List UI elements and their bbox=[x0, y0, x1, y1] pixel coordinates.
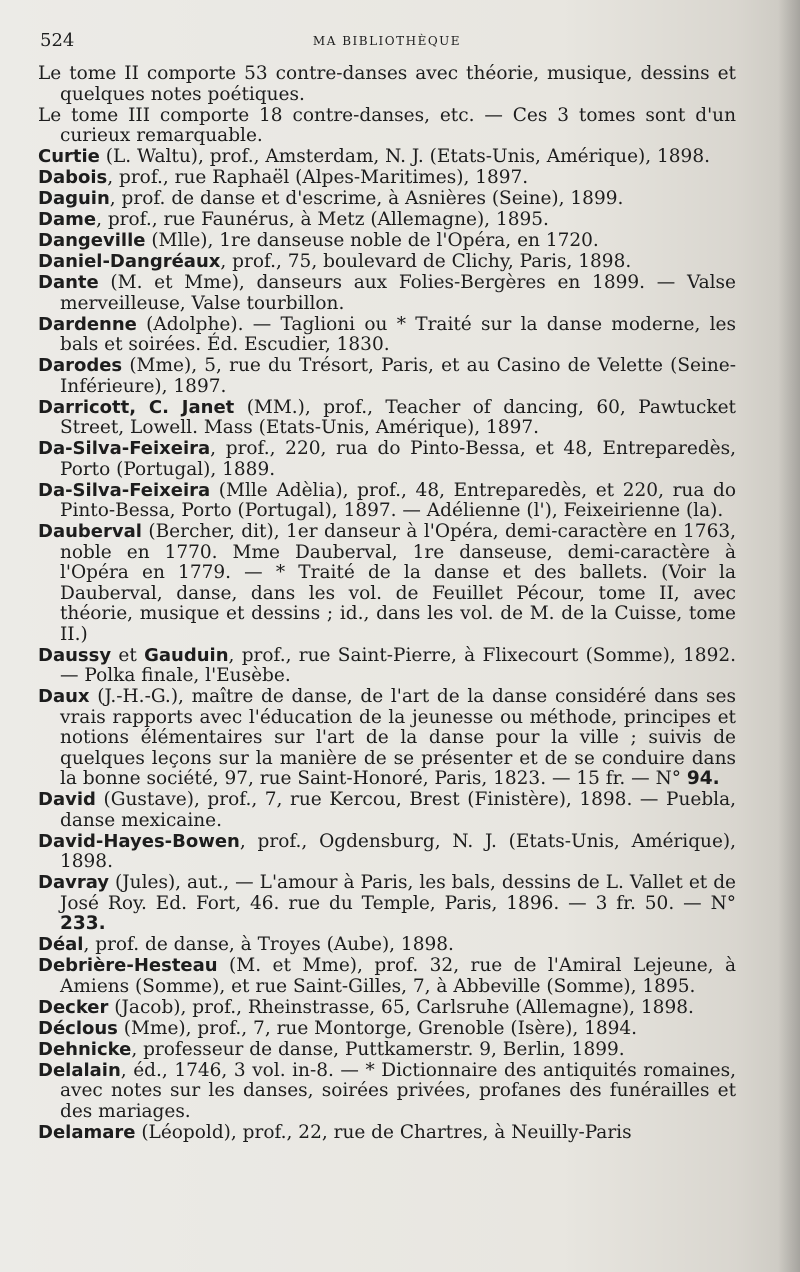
entry-text: , prof. de danse et d'escrime, à Asnières (Seine), 1899. bbox=[109, 188, 624, 209]
entry-connector: et bbox=[111, 644, 145, 666]
entry-text: (J.-H.-G.), maître de danse, de l'art de la danse considéré dans ses vrais rapports avec l'éducation de la jeunesse ou méthode, principes et notions élémentaires sur l'art de la danse pour la ville ; suivis de quelques leçons sur la manière de se présenter et de se conduire dans la bonne société, 97, rue Saint-Honoré, Paris, 1823. — 15 fr. — bbox=[60, 686, 736, 789]
page-header bbox=[38, 30, 736, 56]
entry-number: 94. bbox=[686, 768, 720, 789]
entry bbox=[38, 522, 736, 645]
entry bbox=[38, 252, 736, 273]
entry-headword: Dame bbox=[38, 209, 97, 230]
entry-number: 233. bbox=[60, 913, 106, 934]
page-number: 524 bbox=[40, 30, 75, 51]
entry-headword: Da-Silva-Feixeira bbox=[38, 479, 211, 501]
entry-headword: Darricott, C. Janet bbox=[38, 396, 235, 418]
entry-headword: Daussy bbox=[38, 644, 112, 666]
entry-text: , prof., Ogdensburg, N. J. (Etats-Unis, Amérique), 1898. bbox=[60, 830, 736, 872]
entry-headword: Delamare bbox=[38, 1121, 136, 1143]
entry bbox=[38, 1040, 736, 1061]
entry-number-prefix: N° bbox=[710, 892, 736, 914]
entry-text: , prof. de danse, à Troyes (Aube), 1898. bbox=[83, 934, 454, 955]
entry-text: (Jules), aut., — L'amour à Paris, les bals, dessins de L. Vallet et de José Roy. Ed. Fort, 46. rue du Temple, Paris, 1896. — 3 fr. 50. — bbox=[60, 872, 736, 914]
entry bbox=[38, 356, 736, 397]
entry-headword: Delalain bbox=[38, 1059, 121, 1081]
entry-headword: Curtie bbox=[38, 146, 100, 167]
entry-headword: Davray bbox=[38, 872, 110, 893]
page-spine-shadow bbox=[778, 0, 800, 1272]
entry bbox=[38, 935, 736, 956]
entry-text: (Jacob), prof., Rheinstrasse, 65, Carlsruhe (Allemagne), 1898. bbox=[108, 996, 694, 1018]
entry-headword: Gauduin bbox=[144, 644, 229, 666]
entry-text: (Gustave), prof., 7, rue Kercou, Brest (Finistère), 1898. — Puebla, danse mexicaine. bbox=[60, 789, 736, 831]
entry-number-prefix: N° bbox=[655, 768, 687, 789]
entry-headword: Déclous bbox=[38, 1017, 118, 1039]
entry bbox=[38, 189, 736, 210]
entry-headword: Da-Silva-Feixeira bbox=[38, 438, 211, 459]
entry-text: , éd., 1746, 3 vol. in-8. — * Dictionnaire des antiquités romaines, avec notes sur les danses, soirées privées, profanes des funérailles et des mariages. bbox=[60, 1059, 736, 1122]
entry-headword: David-Hayes-Bowen bbox=[38, 830, 240, 852]
entry-text: Le tome II comporte 53 contre-danses avec théorie, musique, dessins et quelques notes poétiques. bbox=[38, 63, 736, 105]
entry bbox=[38, 646, 736, 687]
entry bbox=[38, 398, 736, 439]
entry-text: (L. Waltu), prof., Amsterdam, N. J. (Etats-Unis, Amérique), 1898. bbox=[99, 146, 710, 167]
entry-headword: David bbox=[38, 789, 96, 810]
entry-text: (M. et Mme), danseurs aux Folies-Bergères en 1899. — Valse merveilleuse, Valse tourbillon. bbox=[60, 272, 736, 314]
entry-text: (Mlle Adèlia), prof., 48, Entreparedès, et 220, rua do Pinto-Bessa, Porto (Portugal), 1897. — Adélienne (l'), Feixeirienne (la). bbox=[60, 479, 736, 521]
entry bbox=[38, 273, 736, 314]
entry-text: (MM.), prof., Teacher of dancing, 60, Pawtucket Street, Lowell. Mass (Etats-Unis, Amérique), 1897. bbox=[60, 396, 736, 438]
entry bbox=[38, 210, 736, 231]
entry-headword: Debrière-Hesteau bbox=[38, 955, 218, 976]
entry bbox=[38, 315, 736, 356]
entry bbox=[38, 481, 736, 522]
entry bbox=[38, 998, 736, 1019]
entry-headword: Dante bbox=[38, 272, 99, 293]
entry-text: (Mme), 5, rue du Trésort, Paris, et au Casino de Velette (Seine-Inférieure), 1897. bbox=[60, 355, 736, 397]
entry bbox=[38, 64, 736, 105]
entry-headword: Decker bbox=[38, 996, 109, 1018]
entry bbox=[38, 106, 736, 147]
entry-headword: Dabois bbox=[38, 167, 108, 188]
entry bbox=[38, 147, 736, 168]
entry bbox=[38, 231, 736, 252]
entry-text: , prof., rue Faunérus, à Metz (Allemagne), 1895. bbox=[96, 209, 549, 230]
entry-text: (M. et Mme), prof. 32, rue de l'Amiral Lejeune, à Amiens (Somme), et rue Saint-Gilles, 7, à Abbeville (Somme), 1895. bbox=[60, 955, 736, 997]
entry-text: (Bercher, dit), 1er danseur à l'Opéra, demi-caractère en 1763, noble en 1770. Mme Dauberval, 1re danseuse, demi-caractère à l'Opéra en 1779. — * Traité de la danse et des ballets. (Voir la Dauberval, danse, dans les vol. de Feuillet Pécour, tome II, avec théorie, musique et dessins ; id., dans les vol. de M. de la Cuisse, tome II.) bbox=[60, 521, 736, 645]
entry bbox=[38, 439, 736, 480]
entry bbox=[38, 687, 736, 790]
entry bbox=[38, 1061, 736, 1123]
entry-text: (Mlle), 1re danseuse noble de l'Opéra, en 1720. bbox=[145, 230, 599, 251]
entry-text: Le tome III comporte 18 contre-danses, etc. — Ces 3 tomes sont d'un curieux remarquable. bbox=[38, 104, 736, 146]
entry-headword: Darodes bbox=[38, 355, 123, 376]
entry-headword: Daux bbox=[38, 686, 90, 707]
entry bbox=[38, 832, 736, 873]
entry-text: , prof., rue Raphaël (Alpes-Maritimes), 1897. bbox=[107, 167, 529, 188]
entry-text: (Adolphe). — Taglioni ou * Traité sur la danse moderne, les bals et soirées. Éd. Escudier, 1830. bbox=[60, 313, 736, 355]
entry-headword: Daguin bbox=[38, 188, 110, 209]
entry-text: , prof., 220, rua do Pinto-Bessa, et 48, Entreparedès, Porto (Portugal), 1889. bbox=[60, 438, 736, 480]
entry bbox=[38, 1123, 736, 1144]
entry-headword: Dardenne bbox=[38, 313, 137, 335]
dictionary-entries bbox=[38, 64, 736, 1143]
entry-headword: Dehnicke bbox=[38, 1038, 132, 1060]
entry-text: , prof., rue Saint-Pierre, à Flixecourt (Somme), 1892. — Polka finale, l'Eusèbe. bbox=[60, 644, 736, 686]
entry bbox=[38, 168, 736, 189]
entry-text: , professeur de danse, Puttkamerstr. 9, Berlin, 1899. bbox=[131, 1038, 625, 1060]
entry-text: , prof., 75, boulevard de Clichy, Paris, 1898. bbox=[220, 251, 632, 272]
entry-text: (Léopold), prof., 22, rue de Chartres, à Neuilly-Paris bbox=[135, 1121, 632, 1143]
entry bbox=[38, 1019, 736, 1040]
entry-headword: Dauberval bbox=[38, 521, 142, 542]
entry-headword: Déal bbox=[38, 934, 84, 955]
entry-headword: Dangeville bbox=[38, 230, 146, 251]
running-title: MA BIBLIOTHÈQUE bbox=[312, 34, 462, 48]
entry bbox=[38, 790, 736, 831]
entry-headword: Daniel-Dangréaux bbox=[38, 251, 221, 272]
entry bbox=[38, 873, 736, 935]
entry bbox=[38, 956, 736, 997]
entry-text: (Mme), prof., 7, rue Montorge, Grenoble (Isère), 1894. bbox=[117, 1017, 638, 1039]
